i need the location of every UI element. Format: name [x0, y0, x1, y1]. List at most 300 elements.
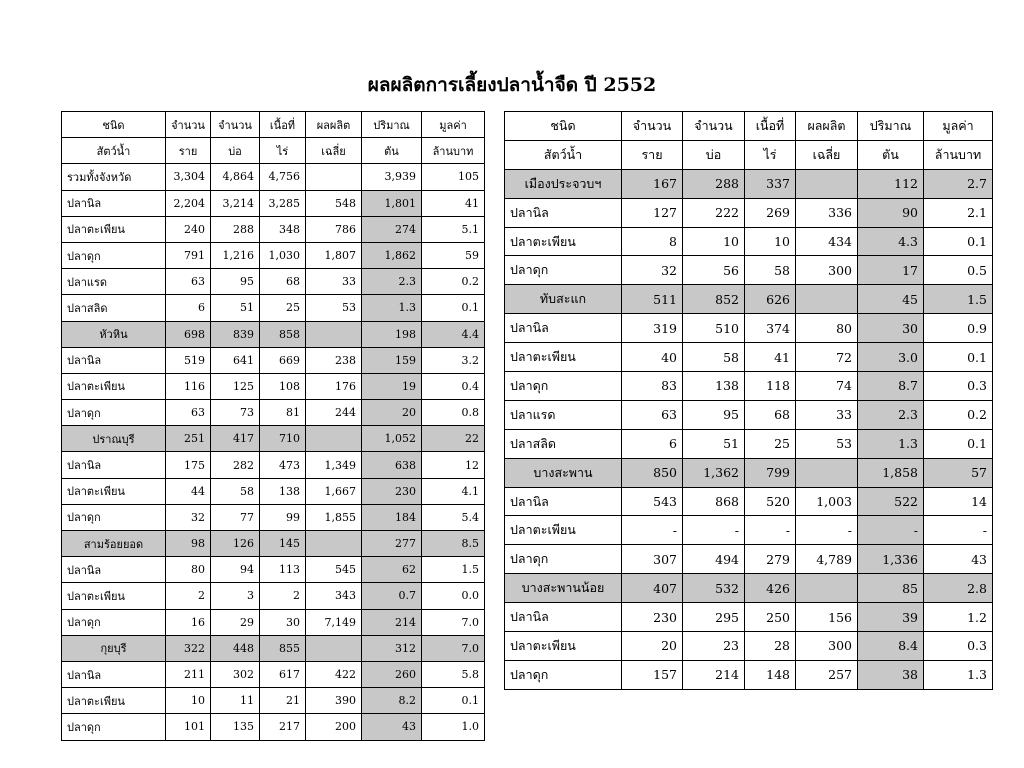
table-cell: 108 [260, 373, 306, 399]
table-cell: 850 [622, 458, 683, 487]
table-cell: 343 [306, 583, 362, 609]
row-label: ปลาดุก [505, 660, 622, 689]
table-cell: 200 [306, 714, 362, 740]
table-cell: 135 [211, 714, 260, 740]
table-row [62, 504, 485, 530]
table-cell: 336 [796, 198, 858, 227]
table-cell: 230 [622, 603, 683, 632]
column-header: บ่อ [211, 138, 260, 164]
row-label: ปลาดุก [62, 400, 166, 426]
table-cell: 99 [260, 504, 306, 530]
table-cell: 25 [260, 295, 306, 321]
table-cell: 0.1 [924, 429, 993, 458]
table-cell: 95 [211, 269, 260, 295]
table-cell: 11 [211, 688, 260, 714]
group-row [505, 285, 993, 314]
table-cell: 214 [362, 609, 422, 635]
group-row [62, 321, 485, 347]
row-label: ปลาดุก [62, 242, 166, 268]
table-row [505, 632, 993, 661]
row-label: ปลาตะเพียน [62, 373, 166, 399]
table-cell: 548 [306, 190, 362, 216]
table-cell: 59 [422, 242, 485, 268]
table-cell: 28 [745, 632, 796, 661]
row-label: ปลาตะเพียน [505, 343, 622, 372]
table-cell [796, 574, 858, 603]
table-cell: 300 [796, 632, 858, 661]
row-label: ปลาตะเพียน [62, 216, 166, 242]
group-row [505, 574, 993, 603]
table-cell: 43 [924, 545, 993, 574]
table-cell: 12 [422, 452, 485, 478]
column-header: ตัน [858, 140, 924, 169]
table-row [62, 688, 485, 714]
table-cell: 127 [622, 198, 683, 227]
table-cell: 638 [362, 452, 422, 478]
table-cell: 279 [745, 545, 796, 574]
table-cell: - [683, 516, 745, 545]
table-cell: 855 [260, 635, 306, 661]
table-cell: 77 [211, 504, 260, 530]
table-cell: 45 [858, 285, 924, 314]
column-header: เฉลี่ย [306, 138, 362, 164]
table-cell: 63 [622, 400, 683, 429]
table-cell: 302 [211, 661, 260, 687]
table-cell: 519 [166, 347, 211, 373]
table-cell: 198 [362, 321, 422, 347]
table-cell: 1.3 [858, 429, 924, 458]
row-label: ปลานิล [505, 487, 622, 516]
table-cell: 56 [683, 256, 745, 285]
table-cell: 1,336 [858, 545, 924, 574]
row-label: ปลานิล [505, 314, 622, 343]
table-cell: 511 [622, 285, 683, 314]
column-header: ปริมาณ [362, 112, 422, 138]
table-cell: 4.3 [858, 227, 924, 256]
row-label: ปลาดุก [505, 256, 622, 285]
table-cell: 448 [211, 635, 260, 661]
table-cell: 520 [745, 487, 796, 516]
row-label: ปลานิล [62, 452, 166, 478]
table-cell: 148 [745, 660, 796, 689]
table-header-row [505, 112, 993, 141]
table-cell: 53 [306, 295, 362, 321]
table-cell [306, 635, 362, 661]
table-cell: - [745, 516, 796, 545]
table-cell: 68 [745, 400, 796, 429]
table-cell: 138 [260, 478, 306, 504]
table-cell: 156 [796, 603, 858, 632]
table-cell: 38 [858, 660, 924, 689]
table-row [505, 400, 993, 429]
row-label: บางสะพาน [505, 458, 622, 487]
table-cell: 2.7 [924, 169, 993, 198]
table-row [505, 429, 993, 458]
table-cell: 4,789 [796, 545, 858, 574]
table-row [62, 269, 485, 295]
table-cell [306, 531, 362, 557]
table-cell: 40 [622, 343, 683, 372]
table-cell: 1.0 [422, 714, 485, 740]
table-cell: 786 [306, 216, 362, 242]
row-label: ปลาตะเพียน [62, 478, 166, 504]
table-cell: 90 [858, 198, 924, 227]
table-cell: 157 [622, 660, 683, 689]
table-cell: 1,216 [211, 242, 260, 268]
column-header: ล้านบาท [422, 138, 485, 164]
column-header: จำนวน [622, 112, 683, 141]
table-cell: 6 [166, 295, 211, 321]
table-cell: 0.1 [422, 295, 485, 321]
table-cell: 51 [211, 295, 260, 321]
table-cell: 274 [362, 216, 422, 242]
table-cell: 1.3 [362, 295, 422, 321]
table-cell: 30 [260, 609, 306, 635]
table-cell: 7,149 [306, 609, 362, 635]
column-header: ชนิด [505, 112, 622, 141]
row-label: ปลาตะเพียน [62, 583, 166, 609]
table-cell: 53 [796, 429, 858, 458]
table-cell [306, 321, 362, 347]
row-label: ปลาตะเพียน [505, 632, 622, 661]
table-cell: 522 [858, 487, 924, 516]
table-header-row [62, 112, 485, 138]
column-header: ปริมาณ [858, 112, 924, 141]
row-label: ปลานิล [62, 347, 166, 373]
table-cell: 73 [211, 400, 260, 426]
table-cell: 337 [745, 169, 796, 198]
table-cell: 852 [683, 285, 745, 314]
row-label: บางสะพานน้อย [505, 574, 622, 603]
table-row [505, 545, 993, 574]
table-cell: 0.8 [422, 400, 485, 426]
row-label: ปลานิล [505, 603, 622, 632]
table-cell: 1,003 [796, 487, 858, 516]
table-cell: 0.9 [924, 314, 993, 343]
table-cell: 80 [166, 557, 211, 583]
table-cell: 125 [211, 373, 260, 399]
table-cell: 10 [683, 227, 745, 256]
table-cell: 5.4 [422, 504, 485, 530]
table-cell: 25 [745, 429, 796, 458]
table-cell: 1,030 [260, 242, 306, 268]
table-cell: 22 [422, 426, 485, 452]
column-header: เฉลี่ย [796, 140, 858, 169]
table-cell [306, 426, 362, 452]
table-cell: 32 [622, 256, 683, 285]
table-cell: 211 [166, 661, 211, 687]
table-cell: 295 [683, 603, 745, 632]
row-label: ปลานิล [62, 661, 166, 687]
table-cell: 58 [745, 256, 796, 285]
table-cell: 282 [211, 452, 260, 478]
table-cell: 0.2 [422, 269, 485, 295]
table-cell: 710 [260, 426, 306, 452]
column-header: มูลค่า [422, 112, 485, 138]
table-row [62, 242, 485, 268]
column-header: ไร่ [260, 138, 306, 164]
table-cell: 167 [622, 169, 683, 198]
table-cell: 1,855 [306, 504, 362, 530]
table-cell: 8.7 [858, 372, 924, 401]
table-cell: 217 [260, 714, 306, 740]
table-row [505, 314, 993, 343]
table-cell: 288 [683, 169, 745, 198]
table-cell: 214 [683, 660, 745, 689]
table-cell: 3 [211, 583, 260, 609]
table-cell: 58 [211, 478, 260, 504]
table-cell: 390 [306, 688, 362, 714]
table-cell: 145 [260, 531, 306, 557]
right-production-table [504, 111, 993, 690]
table-cell: 1,807 [306, 242, 362, 268]
table-cell: 1,858 [858, 458, 924, 487]
table-cell: 4.1 [422, 478, 485, 504]
table-cell: 260 [362, 661, 422, 687]
table-cell: 510 [683, 314, 745, 343]
table-cell: 407 [622, 574, 683, 603]
table-cell: 33 [796, 400, 858, 429]
table-cell: 868 [683, 487, 745, 516]
table-cell: - [924, 516, 993, 545]
group-row [62, 164, 485, 190]
table-header-row [62, 138, 485, 164]
table-cell: 63 [166, 269, 211, 295]
table-cell: 0.1 [924, 343, 993, 372]
table-row [505, 343, 993, 372]
table-row [62, 661, 485, 687]
table-cell: 2 [166, 583, 211, 609]
table-cell: 839 [211, 321, 260, 347]
table-cell: 33 [306, 269, 362, 295]
group-row [62, 531, 485, 557]
table-cell: 3.0 [858, 343, 924, 372]
table-cell: 8.5 [422, 531, 485, 557]
table-header-row [505, 140, 993, 169]
table-cell: 238 [306, 347, 362, 373]
row-label: ปลาดุก [505, 372, 622, 401]
table-cell: 1.5 [924, 285, 993, 314]
table-row [505, 372, 993, 401]
table-cell: 348 [260, 216, 306, 242]
row-label: กุยบุรี [62, 635, 166, 661]
table-cell: 626 [745, 285, 796, 314]
column-header: ราย [622, 140, 683, 169]
table-cell: 10 [166, 688, 211, 714]
table-cell: 85 [858, 574, 924, 603]
table-cell: 81 [260, 400, 306, 426]
table-cell: 138 [683, 372, 745, 401]
row-label: ปลาตะเพียน [505, 227, 622, 256]
table-cell: 39 [858, 603, 924, 632]
table-cell: 32 [166, 504, 211, 530]
table-cell: 312 [362, 635, 422, 661]
table-cell: 0.3 [924, 372, 993, 401]
table-cell: 2.3 [858, 400, 924, 429]
table-cell: 257 [796, 660, 858, 689]
group-row [62, 426, 485, 452]
table-cell: 3,304 [166, 164, 211, 190]
column-header: ผลผลิต [796, 112, 858, 141]
table-cell: 0.3 [924, 632, 993, 661]
table-cell: 374 [745, 314, 796, 343]
table-cell: 20 [362, 400, 422, 426]
table-cell: 698 [166, 321, 211, 347]
table-cell: 83 [622, 372, 683, 401]
table-cell: 1,349 [306, 452, 362, 478]
column-header: ผลผลิต [306, 112, 362, 138]
table-cell: 240 [166, 216, 211, 242]
table-cell: 159 [362, 347, 422, 373]
table-cell: 417 [211, 426, 260, 452]
table-cell: 98 [166, 531, 211, 557]
table-cell: 0.0 [422, 583, 485, 609]
table-cell: 118 [745, 372, 796, 401]
table-cell: 251 [166, 426, 211, 452]
table-cell: 1,801 [362, 190, 422, 216]
table-cell: 43 [362, 714, 422, 740]
table-cell: 95 [683, 400, 745, 429]
table-cell: 1,052 [362, 426, 422, 452]
table-cell: 2 [260, 583, 306, 609]
table-cell: 63 [166, 400, 211, 426]
table-cell: 434 [796, 227, 858, 256]
table-cell: 23 [683, 632, 745, 661]
table-cell: 41 [745, 343, 796, 372]
table-cell: 2.8 [924, 574, 993, 603]
table-cell [306, 164, 362, 190]
table-cell: 101 [166, 714, 211, 740]
table-cell: 1,667 [306, 478, 362, 504]
table-row [62, 190, 485, 216]
table-cell: 617 [260, 661, 306, 687]
table-row [505, 603, 993, 632]
table-cell: 473 [260, 452, 306, 478]
table-cell: 5.8 [422, 661, 485, 687]
page-title: ผลผลิตการเลี้ยงปลาน้ำจืด ปี 2552 [367, 74, 657, 96]
row-label: ปลานิล [62, 190, 166, 216]
row-label: ทับสะแก [505, 285, 622, 314]
table-cell: 4.4 [422, 321, 485, 347]
column-header: สัตว์น้ำ [505, 140, 622, 169]
table-cell [796, 458, 858, 487]
row-label: รวมทั้งจังหวัด [62, 164, 166, 190]
row-label: ปลาดุก [505, 545, 622, 574]
table-cell: 57 [924, 458, 993, 487]
table-cell [796, 169, 858, 198]
table-cell: 426 [745, 574, 796, 603]
table-cell: 0.4 [422, 373, 485, 399]
row-label: ปลานิล [505, 198, 622, 227]
table-cell: 3,939 [362, 164, 422, 190]
table-cell: 21 [260, 688, 306, 714]
table-cell: 116 [166, 373, 211, 399]
table-cell: 41 [422, 190, 485, 216]
table-row [62, 609, 485, 635]
row-label: ปลาดุก [62, 609, 166, 635]
table-cell: 2.3 [362, 269, 422, 295]
table-cell: 94 [211, 557, 260, 583]
table-cell: 8.2 [362, 688, 422, 714]
row-label: ปลาดุก [62, 714, 166, 740]
table-row [62, 557, 485, 583]
column-header: จำนวน [683, 112, 745, 141]
table-cell: 230 [362, 478, 422, 504]
table-cell: 2.1 [924, 198, 993, 227]
column-header: เนื้อที่ [260, 112, 306, 138]
table-cell: 51 [683, 429, 745, 458]
table-cell: 10 [745, 227, 796, 256]
table-cell: 112 [858, 169, 924, 198]
row-label: ปลาสลิด [62, 295, 166, 321]
table-row [62, 583, 485, 609]
table-cell: 44 [166, 478, 211, 504]
table-cell: 791 [166, 242, 211, 268]
table-cell: 300 [796, 256, 858, 285]
table-cell: - [796, 516, 858, 545]
table-cell: 1,362 [683, 458, 745, 487]
table-cell: 72 [796, 343, 858, 372]
table-cell: 543 [622, 487, 683, 516]
table-cell: 16 [166, 609, 211, 635]
group-row [505, 458, 993, 487]
table-cell: 322 [166, 635, 211, 661]
table-cell: 184 [362, 504, 422, 530]
table-cell: 669 [260, 347, 306, 373]
row-label: ปลาแรด [505, 400, 622, 429]
row-label: หัวหิน [62, 321, 166, 347]
table-cell: 5.1 [422, 216, 485, 242]
table-cell: 277 [362, 531, 422, 557]
table-cell: 244 [306, 400, 362, 426]
row-label: ปลานิล [62, 557, 166, 583]
table-cell: 29 [211, 609, 260, 635]
table-cell: 113 [260, 557, 306, 583]
table-cell: 2,204 [166, 190, 211, 216]
table-cell: 288 [211, 216, 260, 242]
table-cell: 8 [622, 227, 683, 256]
table-row [62, 452, 485, 478]
column-header: เนื้อที่ [745, 112, 796, 141]
row-label: ปราณบุรี [62, 426, 166, 452]
table-row [505, 256, 993, 285]
table-cell: 222 [683, 198, 745, 227]
table-cell: 422 [306, 661, 362, 687]
table-cell: 1.2 [924, 603, 993, 632]
table-row [505, 516, 993, 545]
table-cell: 1.5 [422, 557, 485, 583]
table-cell: 8.4 [858, 632, 924, 661]
column-header: จำนวน [211, 112, 260, 138]
column-header: จำนวน [166, 112, 211, 138]
table-cell: 319 [622, 314, 683, 343]
row-label: ปลาตะเพียน [62, 688, 166, 714]
table-row [505, 227, 993, 256]
column-header: บ่อ [683, 140, 745, 169]
table-cell: 7.0 [422, 635, 485, 661]
table-cell: 250 [745, 603, 796, 632]
table-row [62, 714, 485, 740]
table-cell: 105 [422, 164, 485, 190]
table-row [62, 216, 485, 242]
column-header: ล้านบาท [924, 140, 993, 169]
table-cell: 7.0 [422, 609, 485, 635]
column-header: ราย [166, 138, 211, 164]
table-cell: 20 [622, 632, 683, 661]
table-cell: 0.1 [924, 227, 993, 256]
row-label: ปลาดุก [62, 504, 166, 530]
column-header: มูลค่า [924, 112, 993, 141]
